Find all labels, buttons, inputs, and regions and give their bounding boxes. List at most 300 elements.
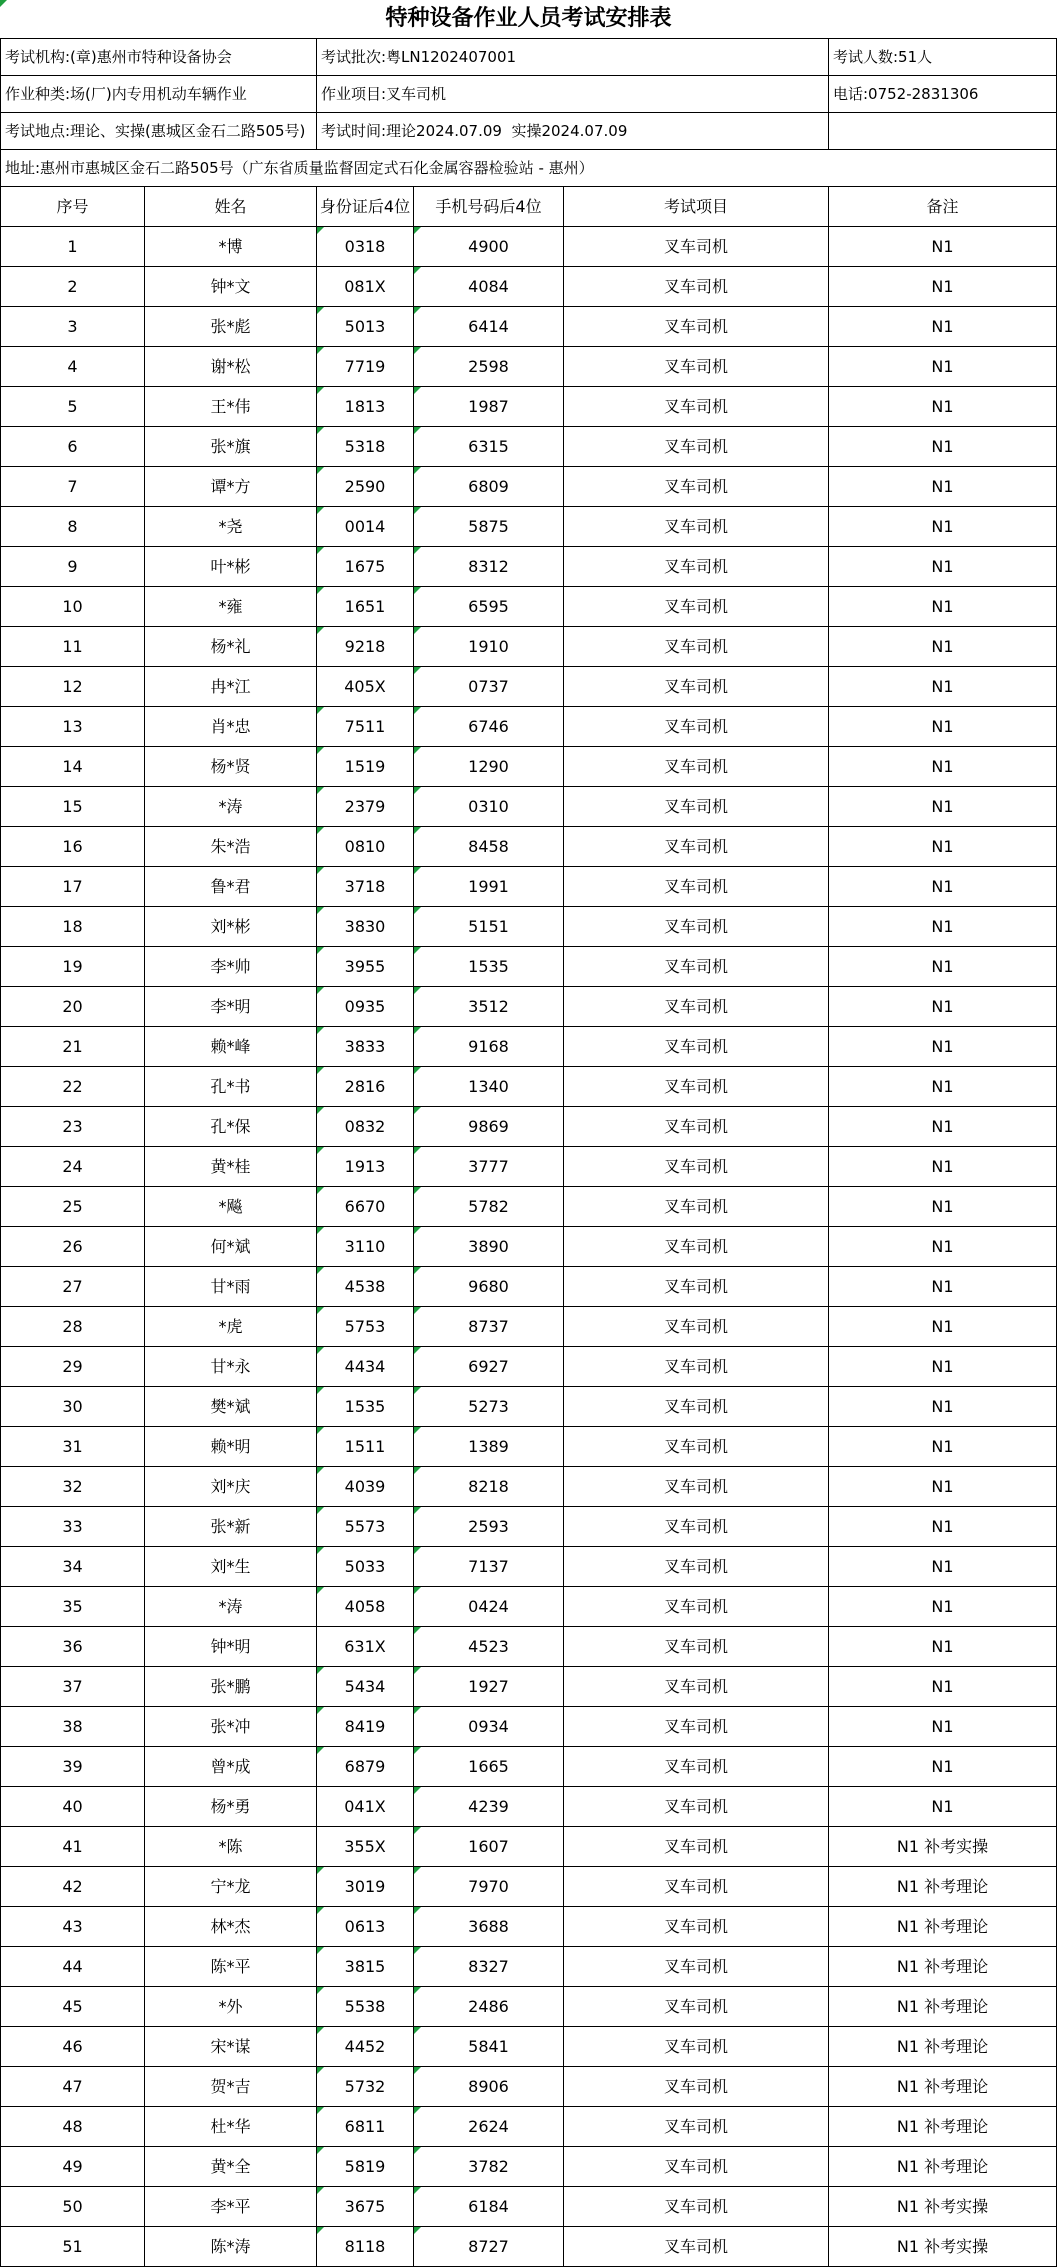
cell-row-number: 2	[0, 267, 145, 307]
cell-row-number: 41	[0, 1827, 145, 1867]
cell-exam-item: 叉车司机	[564, 1267, 829, 1307]
cell-exam-item: 叉车司机	[564, 1467, 829, 1507]
table-row	[0, 1587, 1057, 1627]
cell-row-number: 8	[0, 507, 145, 547]
cell-phone-last4: 1290	[414, 747, 564, 787]
cell-id-last4: 8419	[317, 1707, 414, 1747]
cell-row-number: 30	[0, 1387, 145, 1427]
cell-remark: N1	[829, 1267, 1057, 1307]
cell-row-number: 17	[0, 867, 145, 907]
exam-batch: 考试批次:粤LN1202407001	[317, 39, 829, 76]
cell-id-last4: 081X	[317, 267, 414, 307]
cell-row-number: 23	[0, 1107, 145, 1147]
cell-row-number: 5	[0, 387, 145, 427]
cell-name: 朱*浩	[145, 827, 317, 867]
exam-address: 地址:惠州市惠城区金石二路505号（广东省质量监督固定式石化金属容器检验站 - 惠州）	[0, 150, 1057, 187]
cell-remark: N1 补考实操	[829, 2187, 1057, 2227]
cell-phone-last4: 5875	[414, 507, 564, 547]
cell-phone-last4: 4239	[414, 1787, 564, 1827]
cell-remark: N1	[829, 1307, 1057, 1347]
cell-remark: N1	[829, 827, 1057, 867]
table-row	[0, 1787, 1057, 1827]
cell-exam-item: 叉车司机	[564, 827, 829, 867]
cell-name: 宁*龙	[145, 1867, 317, 1907]
table-row	[0, 1427, 1057, 1467]
cell-row-number: 18	[0, 907, 145, 947]
cell-id-last4: 4452	[317, 2027, 414, 2067]
table-row	[0, 1547, 1057, 1587]
cell-row-number: 12	[0, 667, 145, 707]
table-row	[0, 1627, 1057, 1667]
cell-row-number: 39	[0, 1747, 145, 1787]
cell-row-number: 15	[0, 787, 145, 827]
cell-remark: N1	[829, 1227, 1057, 1267]
cell-row-number: 10	[0, 587, 145, 627]
cell-id-last4: 5434	[317, 1667, 414, 1707]
cell-phone-last4: 3890	[414, 1227, 564, 1267]
table-row	[0, 307, 1057, 347]
cell-name: 贺*吉	[145, 2067, 317, 2107]
cell-remark: N1 补考理论	[829, 2107, 1057, 2147]
cell-name: 张*鹏	[145, 1667, 317, 1707]
cell-remark: N1	[829, 667, 1057, 707]
cell-name: 鲁*君	[145, 867, 317, 907]
exam-time: 考试时间:理论2024.07.09 实操2024.07.09	[317, 113, 829, 150]
cell-phone-last4: 8737	[414, 1307, 564, 1347]
cell-phone-last4: 2486	[414, 1987, 564, 2027]
cell-name: 杨*礼	[145, 627, 317, 667]
table-row	[0, 1067, 1057, 1107]
cell-id-last4: 5318	[317, 427, 414, 467]
cell-id-last4: 6879	[317, 1747, 414, 1787]
table-row	[0, 2147, 1057, 2187]
cell-exam-item: 叉车司机	[564, 627, 829, 667]
cell-id-last4: 3019	[317, 1867, 414, 1907]
cell-exam-item: 叉车司机	[564, 1747, 829, 1787]
cell-row-number: 24	[0, 1147, 145, 1187]
cell-id-last4: 3675	[317, 2187, 414, 2227]
cell-phone-last4: 1389	[414, 1427, 564, 1467]
cell-exam-item: 叉车司机	[564, 1227, 829, 1267]
cell-exam-item: 叉车司机	[564, 2187, 829, 2227]
cell-remark: N1	[829, 547, 1057, 587]
info-row-institution	[0, 39, 1057, 76]
cell-phone-last4: 9869	[414, 1107, 564, 1147]
table-row	[0, 587, 1057, 627]
cell-exam-item: 叉车司机	[564, 1907, 829, 1947]
cell-remark: N1	[829, 467, 1057, 507]
cell-phone-last4: 8312	[414, 547, 564, 587]
cell-name: 张*新	[145, 1507, 317, 1547]
cell-row-number: 20	[0, 987, 145, 1027]
cell-id-last4: 2379	[317, 787, 414, 827]
table-row	[0, 387, 1057, 427]
cell-row-number: 29	[0, 1347, 145, 1387]
cell-exam-item: 叉车司机	[564, 427, 829, 467]
cell-name: 张*冲	[145, 1707, 317, 1747]
cell-exam-item: 叉车司机	[564, 1787, 829, 1827]
cell-id-last4: 1675	[317, 547, 414, 587]
cell-id-last4: 4434	[317, 1347, 414, 1387]
cell-remark: N1	[829, 1547, 1057, 1587]
cell-exam-item: 叉车司机	[564, 1187, 829, 1227]
cell-row-number: 21	[0, 1027, 145, 1067]
table-row	[0, 947, 1057, 987]
cell-phone-last4: 6595	[414, 587, 564, 627]
table-row	[0, 907, 1057, 947]
cell-phone-last4: 9680	[414, 1267, 564, 1307]
cell-name: *雍	[145, 587, 317, 627]
cell-row-number: 31	[0, 1427, 145, 1467]
cell-name: 李*帅	[145, 947, 317, 987]
cell-exam-item: 叉车司机	[564, 1547, 829, 1587]
cell-id-last4: 0613	[317, 1907, 414, 1947]
cell-exam-item: 叉车司机	[564, 307, 829, 347]
cell-id-last4: 1813	[317, 387, 414, 427]
cell-remark: N1 补考理论	[829, 2147, 1057, 2187]
cell-row-number: 4	[0, 347, 145, 387]
cell-id-last4: 1651	[317, 587, 414, 627]
table-row	[0, 1747, 1057, 1787]
cell-exam-item: 叉车司机	[564, 1147, 829, 1187]
cell-id-last4: 3830	[317, 907, 414, 947]
cell-name: 肖*忠	[145, 707, 317, 747]
cell-phone-last4: 0737	[414, 667, 564, 707]
cell-row-number: 6	[0, 427, 145, 467]
cell-exam-item: 叉车司机	[564, 1867, 829, 1907]
table-row	[0, 1027, 1057, 1067]
table-row	[0, 267, 1057, 307]
cell-row-number: 50	[0, 2187, 145, 2227]
cell-row-number: 22	[0, 1067, 145, 1107]
cell-row-number: 47	[0, 2067, 145, 2107]
cell-exam-item: 叉车司机	[564, 1987, 829, 2027]
title-row	[0, 0, 1057, 39]
cell-row-number: 34	[0, 1547, 145, 1587]
table-row	[0, 827, 1057, 867]
cell-remark: N1 补考理论	[829, 2027, 1057, 2067]
cell-name: *虎	[145, 1307, 317, 1347]
cell-name: 王*伟	[145, 387, 317, 427]
cell-id-last4: 1519	[317, 747, 414, 787]
cell-exam-item: 叉车司机	[564, 547, 829, 587]
cell-exam-item: 叉车司机	[564, 2147, 829, 2187]
table-row	[0, 707, 1057, 747]
cell-remark: N1	[829, 707, 1057, 747]
cell-exam-item: 叉车司机	[564, 947, 829, 987]
cell-row-number: 42	[0, 1867, 145, 1907]
cell-name: 张*旗	[145, 427, 317, 467]
cell-name: 冉*江	[145, 667, 317, 707]
cell-exam-item: 叉车司机	[564, 2027, 829, 2067]
cell-exam-item: 叉车司机	[564, 1307, 829, 1347]
cell-phone-last4: 8727	[414, 2227, 564, 2267]
cell-row-number: 40	[0, 1787, 145, 1827]
cell-id-last4: 1535	[317, 1387, 414, 1427]
cell-id-last4: 4058	[317, 1587, 414, 1627]
cell-name: *飚	[145, 1187, 317, 1227]
table-row	[0, 2187, 1057, 2227]
cell-row-number: 44	[0, 1947, 145, 1987]
cell-remark: N1	[829, 947, 1057, 987]
cell-id-last4: 355X	[317, 1827, 414, 1867]
cell-row-number: 1	[0, 227, 145, 267]
cell-exam-item: 叉车司机	[564, 507, 829, 547]
cell-id-last4: 0014	[317, 507, 414, 547]
cell-phone-last4: 2598	[414, 347, 564, 387]
cell-row-number: 33	[0, 1507, 145, 1547]
cell-name: 甘*永	[145, 1347, 317, 1387]
cell-name: 何*斌	[145, 1227, 317, 1267]
cell-phone-last4: 4900	[414, 227, 564, 267]
cell-row-number: 38	[0, 1707, 145, 1747]
cell-remark: N1 补考实操	[829, 2227, 1057, 2267]
cell-id-last4: 5753	[317, 1307, 414, 1347]
cell-remark: N1	[829, 1467, 1057, 1507]
cell-id-last4: 6811	[317, 2107, 414, 2147]
cell-exam-item: 叉车司机	[564, 747, 829, 787]
cell-phone-last4: 5841	[414, 2027, 564, 2067]
cell-name: 李*平	[145, 2187, 317, 2227]
cell-row-number: 26	[0, 1227, 145, 1267]
table-row	[0, 1187, 1057, 1227]
cell-remark: N1	[829, 307, 1057, 347]
cell-id-last4: 7511	[317, 707, 414, 747]
cell-remark: N1	[829, 1107, 1057, 1147]
table-row	[0, 627, 1057, 667]
cell-remark: N1	[829, 1347, 1057, 1387]
table-row	[0, 1227, 1057, 1267]
table-row	[0, 1947, 1057, 1987]
table-row	[0, 227, 1057, 267]
cell-remark: N1	[829, 1787, 1057, 1827]
cell-name: 樊*斌	[145, 1387, 317, 1427]
cell-row-number: 43	[0, 1907, 145, 1947]
table-row	[0, 347, 1057, 387]
cell-remark: N1	[829, 1387, 1057, 1427]
cell-exam-item: 叉车司机	[564, 587, 829, 627]
cell-row-number: 45	[0, 1987, 145, 2027]
info-row-location	[0, 113, 1057, 150]
cell-remark: N1	[829, 1747, 1057, 1787]
cell-row-number: 37	[0, 1667, 145, 1707]
cell-phone-last4: 1607	[414, 1827, 564, 1867]
cell-remark: N1	[829, 227, 1057, 267]
header-id-last4: 身份证后4位	[317, 187, 414, 227]
cell-id-last4: 6670	[317, 1187, 414, 1227]
cell-row-number: 3	[0, 307, 145, 347]
header-phone-last4: 手机号码后4位	[414, 187, 564, 227]
cell-id-last4: 1913	[317, 1147, 414, 1187]
cell-name: 杨*贤	[145, 747, 317, 787]
cell-phone-last4: 0934	[414, 1707, 564, 1747]
table-row	[0, 1387, 1057, 1427]
cell-id-last4: 3833	[317, 1027, 414, 1067]
cell-id-last4: 5013	[317, 307, 414, 347]
cell-id-last4: 5819	[317, 2147, 414, 2187]
table-row	[0, 1307, 1057, 1347]
cell-row-number: 51	[0, 2227, 145, 2267]
cell-phone-last4: 3777	[414, 1147, 564, 1187]
cell-name: 谢*松	[145, 347, 317, 387]
cell-row-number: 16	[0, 827, 145, 867]
cell-row-number: 48	[0, 2107, 145, 2147]
cell-name: 曾*成	[145, 1747, 317, 1787]
cell-row-number: 9	[0, 547, 145, 587]
table-row	[0, 1467, 1057, 1507]
cell-id-last4: 2590	[317, 467, 414, 507]
cell-exam-item: 叉车司机	[564, 667, 829, 707]
cell-exam-item: 叉车司机	[564, 267, 829, 307]
cell-exam-item: 叉车司机	[564, 2227, 829, 2267]
cell-phone-last4: 6414	[414, 307, 564, 347]
cell-name: 宋*谋	[145, 2027, 317, 2067]
header-row-number: 序号	[0, 187, 145, 227]
contact-phone: 电话:0752-2831306	[829, 76, 1057, 113]
cell-phone-last4: 1987	[414, 387, 564, 427]
cell-remark: N1	[829, 787, 1057, 827]
cell-phone-last4: 2624	[414, 2107, 564, 2147]
cell-phone-last4: 7137	[414, 1547, 564, 1587]
cell-exam-item: 叉车司机	[564, 1507, 829, 1547]
cell-id-last4: 405X	[317, 667, 414, 707]
cell-exam-item: 叉车司机	[564, 907, 829, 947]
header-exam-item: 考试项目	[564, 187, 829, 227]
cell-phone-last4: 3782	[414, 2147, 564, 2187]
cell-id-last4: 631X	[317, 1627, 414, 1667]
cell-phone-last4: 0310	[414, 787, 564, 827]
cell-name: 刘*生	[145, 1547, 317, 1587]
table-row	[0, 427, 1057, 467]
cell-remark: N1	[829, 1027, 1057, 1067]
cell-row-number: 11	[0, 627, 145, 667]
cell-row-number: 28	[0, 1307, 145, 1347]
cell-remark: N1	[829, 1707, 1057, 1747]
cell-exam-item: 叉车司机	[564, 867, 829, 907]
cell-row-number: 14	[0, 747, 145, 787]
cell-name: 赖*峰	[145, 1027, 317, 1067]
cell-name: 钟*明	[145, 1627, 317, 1667]
cell-row-number: 27	[0, 1267, 145, 1307]
table-row	[0, 1827, 1057, 1867]
table-row	[0, 867, 1057, 907]
table-row	[0, 787, 1057, 827]
cell-name: 刘*庆	[145, 1467, 317, 1507]
cell-name: *涛	[145, 1587, 317, 1627]
exam-headcount: 考试人数:51人	[829, 39, 1057, 76]
cell-name: 杨*勇	[145, 1787, 317, 1827]
cell-phone-last4: 2593	[414, 1507, 564, 1547]
cell-name: *涛	[145, 787, 317, 827]
cell-name: 刘*彬	[145, 907, 317, 947]
cell-exam-item: 叉车司机	[564, 227, 829, 267]
cell-phone-last4: 1535	[414, 947, 564, 987]
cell-id-last4: 0935	[317, 987, 414, 1027]
cell-phone-last4: 8327	[414, 1947, 564, 1987]
cell-phone-last4: 5782	[414, 1187, 564, 1227]
cell-phone-last4: 1991	[414, 867, 564, 907]
cell-id-last4: 5573	[317, 1507, 414, 1547]
cell-name: *外	[145, 1987, 317, 2027]
cell-remark: N1 补考理论	[829, 1867, 1057, 1907]
cell-exam-item: 叉车司机	[564, 1387, 829, 1427]
cell-name: 陈*涛	[145, 2227, 317, 2267]
cell-id-last4: 5732	[317, 2067, 414, 2107]
cell-name: 孔*保	[145, 1107, 317, 1147]
cell-phone-last4: 3688	[414, 1907, 564, 1947]
table-row	[0, 1147, 1057, 1187]
cell-exam-item: 叉车司机	[564, 987, 829, 1027]
cell-id-last4: 2816	[317, 1067, 414, 1107]
cell-id-last4: 7719	[317, 347, 414, 387]
cell-remark: N1	[829, 507, 1057, 547]
cell-exam-item: 叉车司机	[564, 2107, 829, 2147]
cell-row-number: 25	[0, 1187, 145, 1227]
cell-name: 杜*华	[145, 2107, 317, 2147]
cell-name: *尧	[145, 507, 317, 547]
cell-remark: N1	[829, 907, 1057, 947]
cell-remark: N1	[829, 867, 1057, 907]
cell-phone-last4: 7970	[414, 1867, 564, 1907]
cell-phone-last4: 6927	[414, 1347, 564, 1387]
cell-remark: N1	[829, 387, 1057, 427]
cell-exam-item: 叉车司机	[564, 387, 829, 427]
cell-remark: N1 补考理论	[829, 2067, 1057, 2107]
cell-name: *陈	[145, 1827, 317, 1867]
cell-row-number: 49	[0, 2147, 145, 2187]
cell-remark: N1	[829, 627, 1057, 667]
cell-id-last4: 3110	[317, 1227, 414, 1267]
cell-id-last4: 4039	[317, 1467, 414, 1507]
cell-name: 甘*雨	[145, 1267, 317, 1307]
cell-id-last4: 0318	[317, 227, 414, 267]
table-header-row	[0, 187, 1057, 227]
cell-remark: N1 补考理论	[829, 1987, 1057, 2027]
table-row	[0, 747, 1057, 787]
cell-id-last4: 4538	[317, 1267, 414, 1307]
cell-remark: N1	[829, 1667, 1057, 1707]
cell-remark: N1 补考理论	[829, 1947, 1057, 1987]
cell-phone-last4: 9168	[414, 1027, 564, 1067]
cell-exam-item: 叉车司机	[564, 347, 829, 387]
cell-id-last4: 0810	[317, 827, 414, 867]
cell-row-number: 13	[0, 707, 145, 747]
cell-name: 谭*方	[145, 467, 317, 507]
cell-phone-last4: 6746	[414, 707, 564, 747]
cell-phone-last4: 3512	[414, 987, 564, 1027]
cell-id-last4: 1511	[317, 1427, 414, 1467]
cell-phone-last4: 5273	[414, 1387, 564, 1427]
cell-id-last4: 9218	[317, 627, 414, 667]
cell-remark: N1	[829, 587, 1057, 627]
cell-name: 孔*书	[145, 1067, 317, 1107]
cell-phone-last4: 6315	[414, 427, 564, 467]
cell-exam-item: 叉车司机	[564, 1587, 829, 1627]
table-body	[0, 227, 1057, 2267]
cell-name: 赖*明	[145, 1427, 317, 1467]
cell-phone-last4: 1927	[414, 1667, 564, 1707]
info-row-category	[0, 76, 1057, 113]
cell-id-last4: 5033	[317, 1547, 414, 1587]
cell-id-last4: 0832	[317, 1107, 414, 1147]
table-row	[0, 1507, 1057, 1547]
cell-exam-item: 叉车司机	[564, 1667, 829, 1707]
cell-remark: N1 补考实操	[829, 1827, 1057, 1867]
cell-name: *博	[145, 227, 317, 267]
cell-exam-item: 叉车司机	[564, 1027, 829, 1067]
info-row-address	[0, 150, 1057, 187]
header-remark: 备注	[829, 187, 1057, 227]
